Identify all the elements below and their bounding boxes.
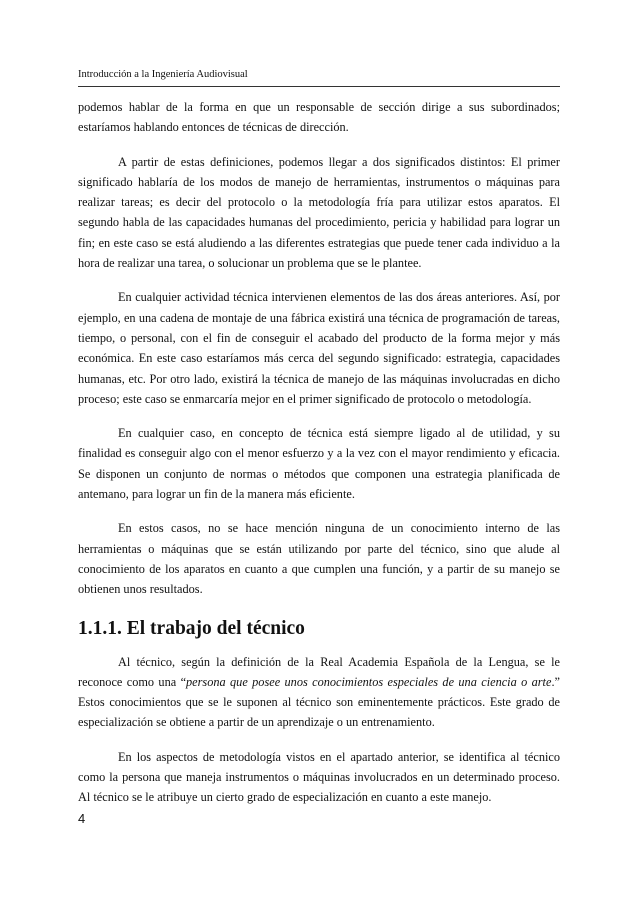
paragraph-spacer [78, 504, 560, 518]
header-rule [78, 86, 560, 87]
paragraph-spacer [78, 138, 560, 152]
rae-text-after: .” Estos conocimientos que se le suponen al técnico son eminentemente prácticos. Este grado de especialización se obtiene a partir de un aprendizaje o un entrenamiento. [78, 674, 560, 730]
paragraph-these-cases: En estos casos, no se hace mención ninguna de un conocimiento interno de las herramientas o máquinas que se están utilizando por parte del técnico, sino que alude al conocimiento de los aparatos en cuanto a que cumplen una función, y a partir de su manejo se obtienen unos resultados. [78, 521, 560, 597]
page-number: 4 [78, 811, 86, 826]
paragraph-utility: En cualquier caso, en concepto de técnica está siempre ligado al de utilidad, y su finalidad es conseguir algo con el menor esfuerzo y a la vez con el mayor rendimiento y eficacia. Se disponen un conjunto de normas o métodos que componen una estrategia planificada de antemano, para lograr un fin de la manera más eficiente. [78, 426, 560, 502]
heading-spacer [78, 600, 560, 616]
paragraph-continued: podemos hablar de la forma en que un responsable de sección dirige a sus subordinados; estaríamos hablando entonces de técnicas de dirección. [78, 100, 560, 135]
page-body [78, 97, 560, 808]
rae-text-before: Al técnico, según la definición de la Real Academia Española de la Lengua, se le reconoce como una “ [78, 654, 560, 689]
running-header: Introducción a la Ingeniería Audiovisual [78, 69, 248, 80]
paragraph-definitions: A partir de estas definiciones, podemos llegar a dos significados distintos: El primer significado hablaría de los modos de manejo de herramientas, instrumentos o máquinas para realizar tareas; es decir del protocolo o la metodología fría para utilizar estos aparatos. El segundo habla de las capacidades humanas del procedimiento, pericia y habilidad para lograr un fin; en este caso se está aludiendo a las diferentes estrategias que puede tener cada individuo a la hora de realizar una tarea, o solucionar un problema que se le plantee. [78, 154, 560, 271]
paragraph-spacer [78, 733, 560, 747]
heading-spacer [78, 642, 560, 652]
paragraph-spacer [78, 409, 560, 423]
paragraph-technical-activity: En cualquier actividad técnica intervienen elementos de las dos áreas anteriores. Así, por ejemplo, en una cadena de montaje de una fábrica existirá una técnica de programación de tareas, tiempo, o personal, con el fin de conseguir el acabado del producto de la forma mejor y más económica. En este caso estaríamos más cerca del segundo significado: estrategia, capacidades humanas, etc. Por otro lado, existirá la técnica de manejo de las máquinas involucradas en dicho proceso; este caso se enmarcaría mejor en el primer significado de protocolo o metodología. [78, 290, 560, 406]
section-heading: 1.1.1. El trabajo del técnico [78, 617, 305, 639]
paragraph-spacer [78, 273, 560, 287]
paragraph-methodology: En los aspectos de metodología vistos en el apartado anterior, se identifica al técnico como la persona que maneja instrumentos o máquinas involucrados en un determinado proceso. Al técnico se le atribuye un cierto grado de especialización en cuanto a este manejo. [78, 749, 560, 805]
paragraph-rae-definition [78, 652, 560, 733]
rae-quote: persona que posee unos conocimientos especiales de una ciencia o arte [186, 674, 552, 689]
